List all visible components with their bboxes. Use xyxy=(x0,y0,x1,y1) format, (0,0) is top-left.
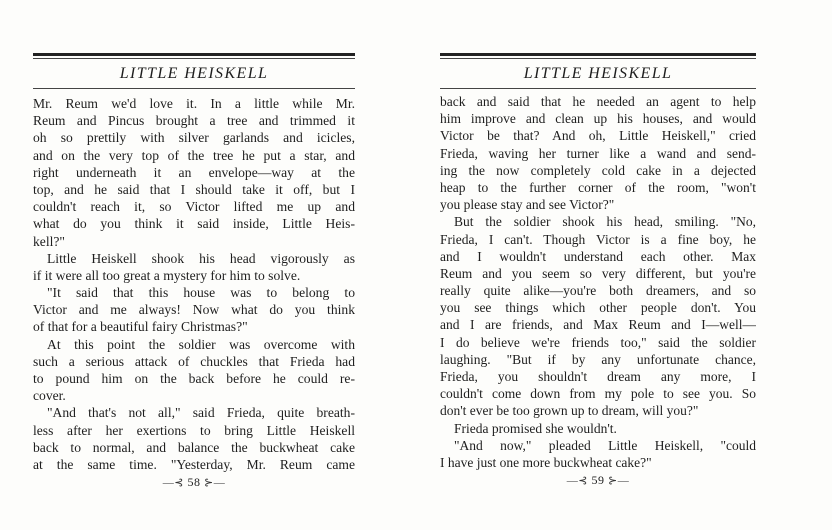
text-line: what do you think it said inside, Little Heis- xyxy=(33,216,355,232)
text-line: you see things which other people don't. You xyxy=(440,300,756,316)
text-line: of that for a beautiful fairy Christmas?" xyxy=(33,319,248,335)
text-line: heap to the further corner of the room, "won't xyxy=(440,179,756,195)
text-line: less after her exertions to bring Little Heiskell xyxy=(33,422,355,438)
text-line: and I are friends, and Max Reum and I—well— xyxy=(440,317,756,333)
left-page xyxy=(33,53,355,491)
text-line: couldn't come down from my pole to see you. So xyxy=(440,386,756,402)
text-line: if it were all too great a mystery for him to solve. xyxy=(33,267,301,283)
right-page xyxy=(440,53,756,489)
text-line: and on the very top of the tree he put a star, and xyxy=(33,147,355,163)
folio-ornament-left-icon: —⊰ xyxy=(566,475,588,488)
folio-ornament-right-icon: ⊱— xyxy=(204,477,226,490)
text-line: to pound him on the back before he could re- xyxy=(33,371,355,386)
text-line: at the same time. "Yesterday, Mr. Reum came xyxy=(33,456,355,472)
text-line: him improve and clean up his houses, and would xyxy=(440,111,756,127)
text-line: couldn't reach it, so Victor lifted me up and xyxy=(33,199,355,215)
text-line: Victor and me always! Now what do you think xyxy=(33,302,355,318)
text-line: "And now," pleaded Little Heiskell, "could xyxy=(454,437,756,453)
header-rule-light xyxy=(440,58,756,59)
text-line: you please stay and see Victor?" xyxy=(440,197,615,213)
text-line: "It said that this house was to belong to xyxy=(47,285,355,301)
text-line: back and said that he needed an agent to help xyxy=(440,94,756,109)
body-text xyxy=(33,95,355,473)
text-line: right underneath it an envelope—way at the xyxy=(33,164,355,180)
running-head: LITTLE HEISKELL xyxy=(523,65,673,82)
header-rule-heavy xyxy=(440,53,756,56)
text-line: Victor be that? And oh, Little Heiskell," cried xyxy=(440,128,756,144)
page-number xyxy=(440,472,756,489)
body-text xyxy=(440,93,756,471)
folio-ornament-left-icon: —⊰ xyxy=(162,477,184,490)
text-line: don't ever be too grown up to dream, will you?" xyxy=(440,403,699,419)
header-rule-bottom xyxy=(33,88,355,89)
text-line: really quite alike—you're both dreamers, and so xyxy=(440,283,756,299)
page-number xyxy=(33,474,355,491)
header-rule-heavy xyxy=(33,53,355,56)
text-line: I have just one more buckwheat cake?" xyxy=(440,454,652,470)
text-line: cover. xyxy=(33,388,66,404)
text-line: such a serious attack of chuckles that Frieda had xyxy=(33,353,355,369)
text-line: But the soldier shook his head, smiling. "No, xyxy=(454,214,756,230)
folio-ornament-right-icon: ⊱— xyxy=(608,475,630,488)
text-line: Frieda, I can't. Though Victor is a fine boy, he xyxy=(440,231,756,247)
text-line: I do believe we're friends too," said the soldier xyxy=(440,334,756,350)
text-line: kell?" xyxy=(33,233,65,249)
text-line: Frieda promised she wouldn't. xyxy=(454,420,617,436)
text-line: Frieda, you shouldn't dream any more, I xyxy=(440,369,756,384)
text-line: laughing. "But if by any unfortunate chance, xyxy=(440,351,756,367)
text-line: top, and he said that I should take it off, but I xyxy=(33,181,355,197)
text-line: ing the now completely cold cake in a dejected xyxy=(440,162,756,178)
text-line: Reum and you seem so very different, but you're xyxy=(440,265,756,281)
text-line: back to normal, and balance the buckwheat cake xyxy=(33,439,355,455)
running-head: LITTLE HEISKELL xyxy=(119,65,269,82)
text-line: Reum and Pincus brought a tree and trimmed it xyxy=(33,113,355,129)
text-line: and I wouldn't understand each other. Max xyxy=(440,248,756,264)
header-rule-light xyxy=(33,58,355,59)
text-line: Mr. Reum we'd love it. In a little while Mr. xyxy=(33,96,355,111)
header-rule-bottom xyxy=(440,88,756,89)
text-line: At this point the soldier was overcome with xyxy=(47,336,355,352)
page-number-value: 58 xyxy=(187,475,201,490)
text-line: "And that's not all," said Frieda, quite breath- xyxy=(47,405,355,421)
text-line: oh so prettily with silver garlands and icicles, xyxy=(33,130,355,146)
page-number-value: 59 xyxy=(591,473,605,488)
text-line: Frieda, waving her turner like a wand and send- xyxy=(440,145,756,161)
text-line: Little Heiskell shook his head vigorously as xyxy=(47,250,355,266)
